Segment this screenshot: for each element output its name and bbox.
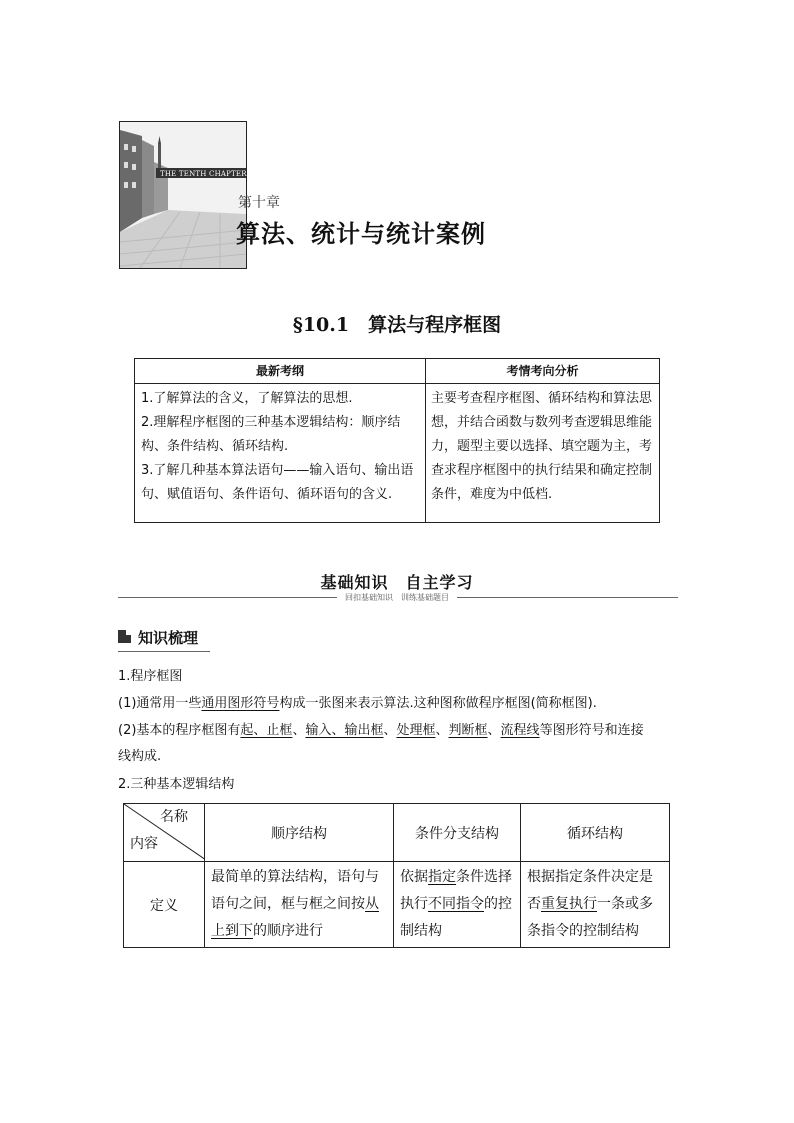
band-title: 基础知识 自主学习	[320, 573, 474, 592]
outline-item: 3.了解几种基本算法语句——输入语句、输出语句、赋值语句、条件语句、循环语句的含义.	[141, 463, 414, 502]
table-cell	[205, 862, 394, 948]
underlined-term: 通用图形符号	[201, 696, 280, 711]
band-subtitle: 回扣基础知识 训练基础题目	[337, 592, 457, 603]
corner-label-content: 内容	[130, 836, 158, 852]
text-run: 、	[383, 723, 397, 738]
outline-item: 2.理解程序框图的三种基本逻辑结构：顺序结构、条件结构、循环结构.	[141, 415, 401, 454]
text-run: 构成一张图来表示算法.这种图称做程序框图(简称框图).	[279, 696, 597, 711]
underlined-term: 输入、输出框	[305, 723, 384, 738]
paragraph-1	[118, 691, 678, 717]
underlined-term: 判断框	[448, 723, 488, 738]
table-cell	[521, 862, 670, 948]
section-title: §10.1 算法与程序框图	[292, 314, 502, 336]
column-header: 顺序结构	[205, 804, 394, 862]
text-run: 依据	[400, 869, 428, 885]
text-run: 线构成.	[118, 749, 162, 764]
knowledge-heading: 知识梳理	[138, 629, 199, 647]
text-run: 一条或多条指令的控制结构	[527, 896, 653, 939]
underlined-term: 起、止框	[240, 723, 293, 738]
street-scene-illustration	[120, 122, 246, 268]
column-header: 循环结构	[521, 804, 670, 862]
underlined-term: 指定	[428, 869, 456, 885]
outline-item: 1.了解算法的含义，了解算法的思想.	[141, 391, 353, 406]
item-title: 1.程序框图	[118, 669, 183, 684]
chapter-cover-photo	[119, 121, 247, 269]
underlined-term: 重复执行	[541, 896, 597, 912]
table-corner-cell	[124, 804, 205, 862]
chapter-title: 算法、统计与统计案例	[236, 220, 486, 248]
corner-label-name: 名称	[160, 809, 188, 825]
underlined-term: 处理框	[396, 723, 436, 738]
outline-col1-header: 最新考纲	[255, 364, 304, 378]
text-run: 等图形符号和连接	[539, 723, 644, 738]
text-run: 的顺序进行	[253, 923, 323, 939]
text-run: 、	[487, 723, 501, 738]
underlined-term: 不同指令	[428, 896, 484, 912]
chapter-english-label: THE TENTH CHAPTER	[160, 170, 247, 178]
column-header: 条件分支结构	[394, 804, 521, 862]
text-run: 的控制结构	[400, 896, 512, 939]
exam-outline-table	[134, 358, 660, 523]
item-title: 2.三种基本逻辑结构	[118, 777, 235, 792]
text-run: (2)基本的程序框图有	[118, 723, 241, 738]
heading-underline	[118, 651, 210, 652]
text-run: 、	[435, 723, 449, 738]
outline-col2-content: 主要考查程序框图、循环结构和算法思想，并结合函数与数列考查逻辑思维能力，题型主要以选择、填空题为主，考查求程序框图中的执行结果和确定控制条件，难度为中低档.	[431, 391, 653, 502]
table-cell	[394, 862, 521, 948]
logic-structure-table	[123, 803, 670, 948]
row-header: 定义	[124, 862, 205, 948]
underlined-term: 流程线	[500, 723, 540, 738]
outline-col1-content	[141, 387, 421, 507]
text-run: 、	[292, 723, 306, 738]
paragraph-2	[118, 718, 683, 770]
text-run: 根据指定条件决定是否	[527, 869, 653, 912]
text-run: (1)通常用一些	[118, 696, 202, 711]
text-run: 条件选择执行	[400, 869, 512, 912]
underlined-term: 从上到下	[211, 896, 379, 939]
table-divider	[135, 383, 659, 384]
section-marker-icon	[118, 630, 131, 643]
text-run: 最简单的算法结构，语句与语句之间，框与框之间按	[211, 869, 379, 912]
outline-col2-header: 考情考向分析	[506, 364, 579, 378]
chapter-number: 第十章	[238, 195, 280, 211]
